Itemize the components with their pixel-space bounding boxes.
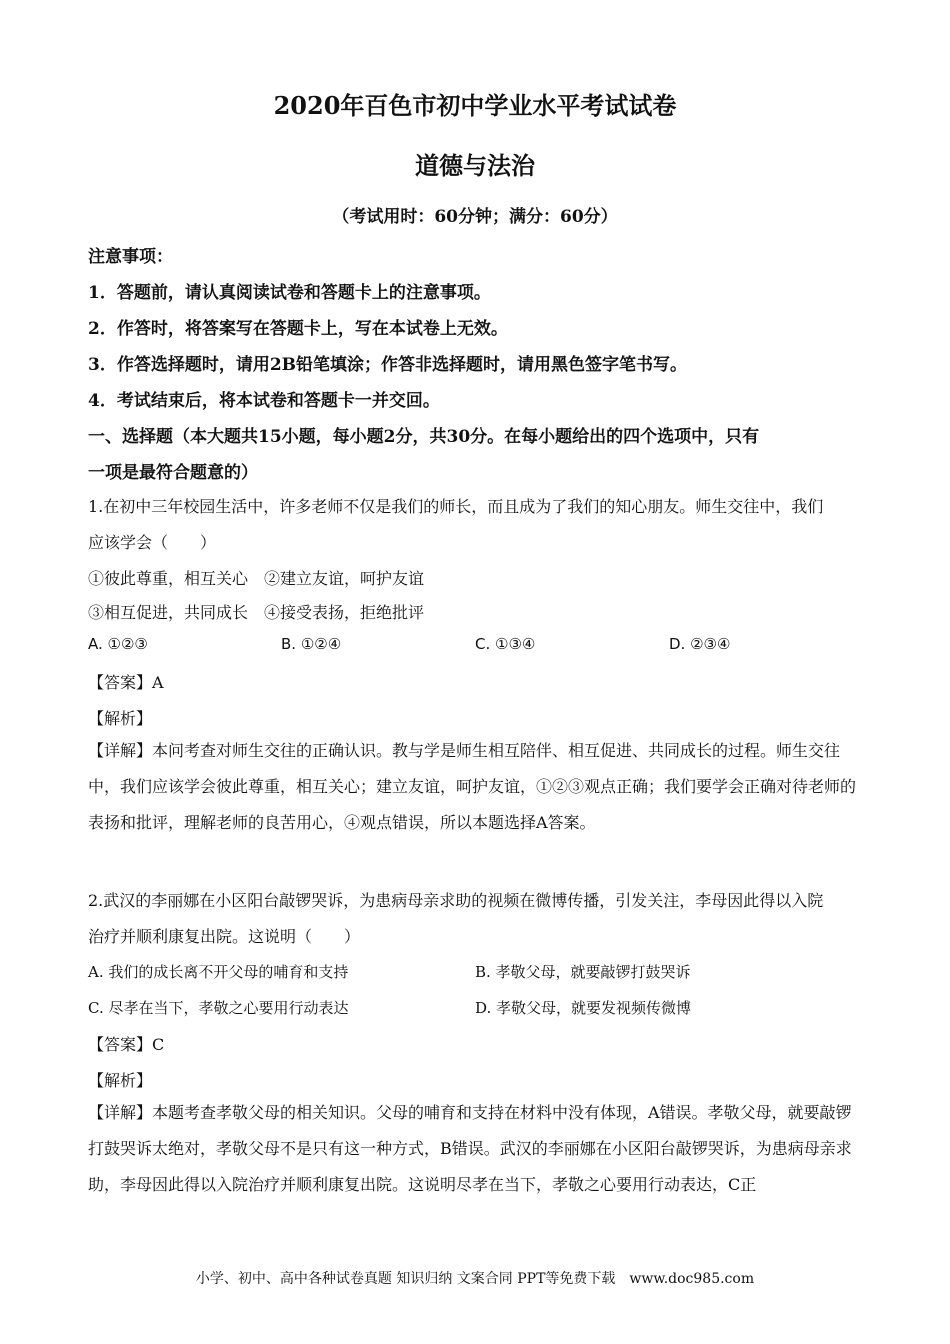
note-item-2: 2．作答时，将答案写在答题卡上，写在本试卷上无效。	[88, 319, 508, 339]
q1-answer: 【答案】A	[88, 673, 164, 692]
q1-option-a: A. ①②③	[88, 635, 148, 653]
subject-title: 道德与法治	[415, 151, 535, 180]
exam-title: 2020年百色市初中学业水平考试试卷	[273, 91, 677, 120]
q2-detail: 【详解】本题考查孝敬父母的相关知识。父母的哺育和支持在材料中没有体现，A错误。孝敬父母，就要敲锣打鼓哭诉太绝对，孝敬父母不是只有这一种方式，B错误。武汉的李丽娜在小区阳台敲锣哭诉，为患病母亲求助，李母因此得以入院治疗并顺利康复出院。这说明尽孝在当下，孝敬之心要用行动表达，C正	[88, 1103, 852, 1194]
q1-statements-line-2: ③相互促进，共同成长 ④接受表扬，拒绝批评	[88, 603, 425, 622]
notes-heading: 注意事项：	[88, 247, 173, 267]
section-heading-line-1: 一、选择题（本大题共15小题，每小题2分，共30分。在每小题给出的四个选项中，只有	[88, 427, 760, 447]
q2-answer: 【答案】C	[88, 1035, 165, 1054]
q2-stem-line-1: 2.武汉的李丽娜在小区阳台敲锣哭诉，为患病母亲求助的视频在微博传播，引发关注，李母因此得以入院	[88, 891, 824, 910]
q1-statements-line-1: ①彼此尊重，相互关心 ②建立友谊，呵护友谊	[88, 569, 425, 588]
q1-stem-line-1: 1.在初中三年校园生活中，许多老师不仅是我们的师长，而且成为了我们的知心朋友。师生交往中，我们	[88, 497, 824, 516]
q2-analysis-label: 【解析】	[88, 1071, 153, 1090]
q2-option-a: A. 我们的成长离不开父母的哺育和支持	[88, 963, 349, 981]
q1-analysis-label: 【解析】	[88, 709, 153, 728]
page-footer: 小学、初中、高中各种试卷真题 知识归纳 文案合同 PPT等免费下载 www.doc985.com	[195, 1271, 755, 1287]
q1-detail: 【详解】本问考查对师生交往的正确认识。教与学是师生相互陪伴、相互促进、共同成长的过程。师生交往中，我们应该学会彼此尊重，相互关心；建立友谊，呵护友谊，①②③观点正确；我们要学会正确对待老师的表扬和批评，理解老师的良苦用心，④观点错误，所以本题选择A答案。	[88, 741, 857, 832]
q1-stem-line-2: 应该学会（ ）	[88, 533, 217, 552]
q1-option-b: B. ①②④	[281, 635, 342, 653]
q2-option-b: B. 孝敬父母，就要敲锣打鼓哭诉	[475, 963, 691, 981]
note-item-1: 1．答题前，请认真阅读试卷和答题卡上的注意事项。	[88, 283, 491, 303]
q1-option-d: D. ②③④	[669, 635, 731, 653]
exam-info: （考试用时：60分钟；满分：60分）	[332, 207, 618, 227]
section-heading-line-2: 一项是最符合题意的）	[88, 463, 258, 483]
note-item-4: 4．考试结束后，将本试卷和答题卡一并交回。	[88, 391, 440, 411]
q2-option-c: C. 尽孝在当下，孝敬之心要用行动表达	[88, 999, 349, 1017]
q2-option-d: D. 孝敬父母，就要发视频传微博	[475, 999, 692, 1017]
q1-option-c: C. ①③④	[475, 635, 536, 653]
q2-stem-line-2: 治疗并顺利康复出院。这说明（ ）	[88, 927, 361, 946]
note-item-3: 3．作答选择题时，请用2B铅笔填涂；作答非选择题时，请用黑色签字笔书写。	[88, 355, 688, 375]
